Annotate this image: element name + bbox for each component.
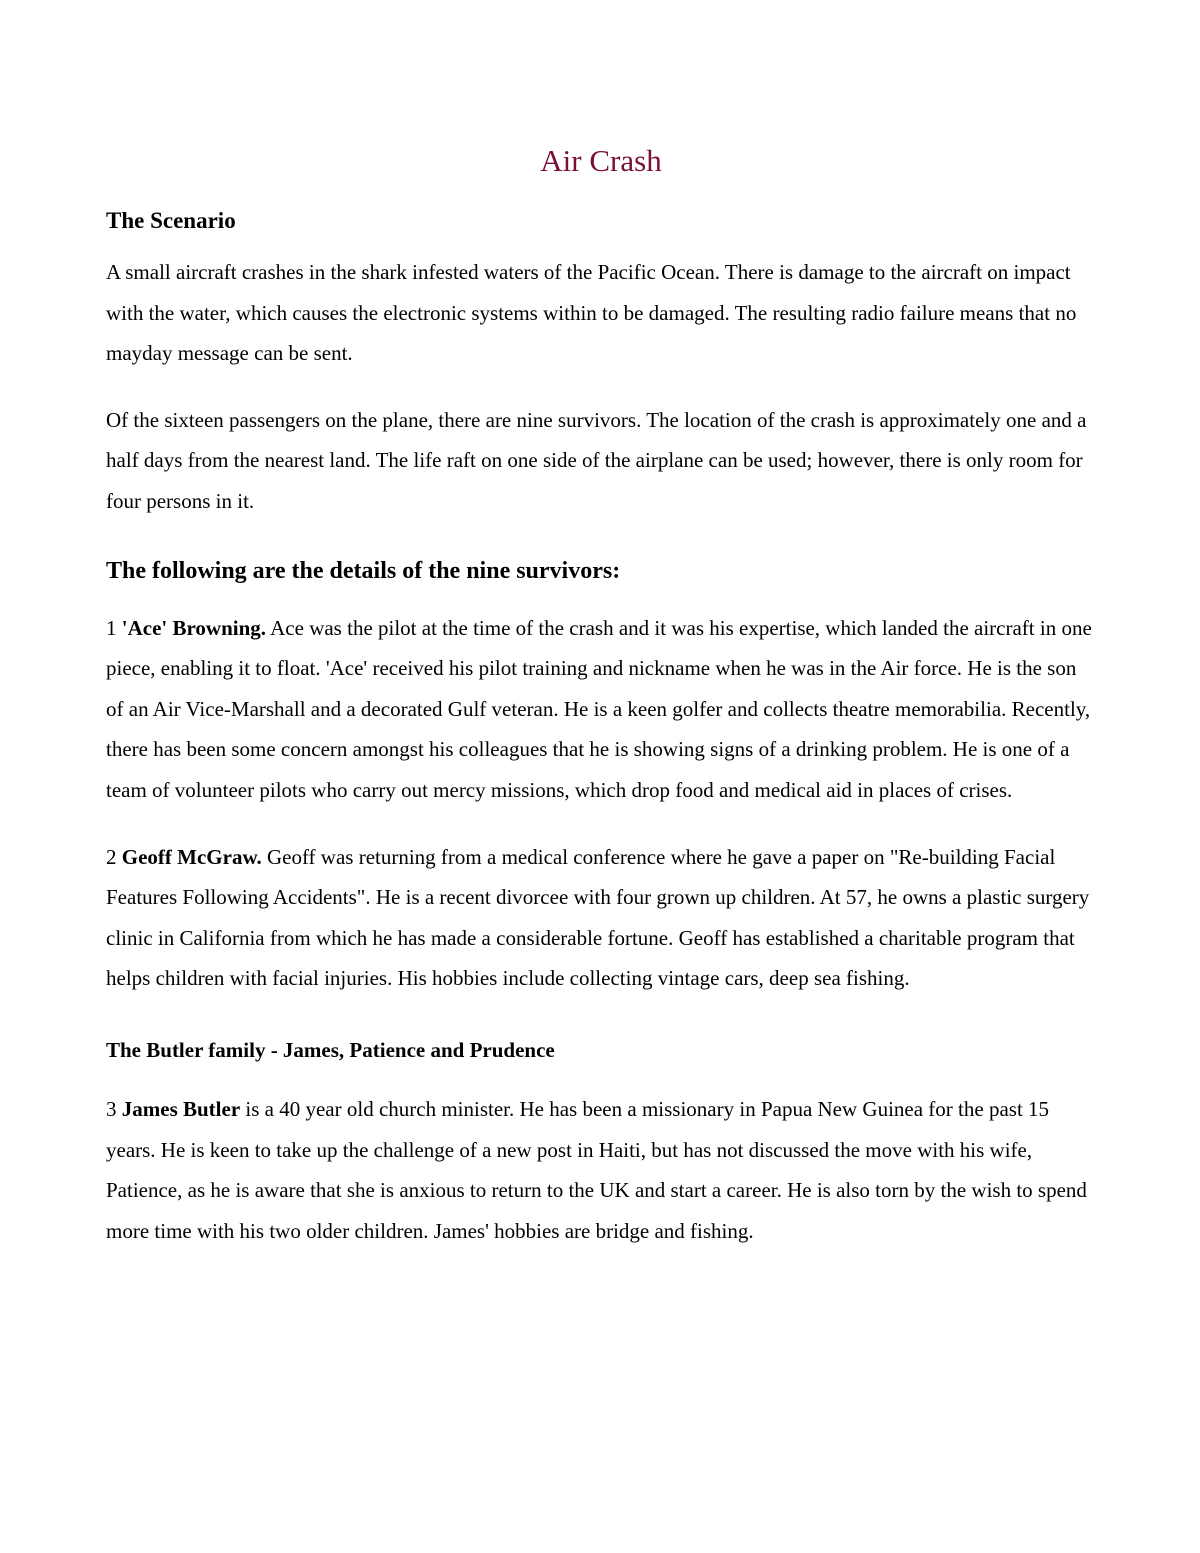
survivor-number: 1 — [106, 615, 117, 640]
family-member-description: is a 40 year old church minister. He has been a missionary in Papua New Guinea for the past 15 years. He is keen to take up the challenge of a new post in Haiti, but has not discussed the move with his wife, Patience, as he is aware that she is anxious to return to the UK and start a career. He is also torn by the wish to spend more time with his two older children. James' hobbies are bridge and fishing. — [106, 1096, 1087, 1243]
document-title: Air Crash — [540, 143, 662, 178]
family-member-name: James Butler — [121, 1096, 241, 1121]
family-member-number: 3 — [106, 1096, 117, 1121]
scenario-paragraph-2: Of the sixteen passengers on the plane, there are nine survivors. The location of the crash is approximately one and a half days from the nearest land. The life raft on one side of the airplane can be used; however, there is only room for four persons in it. — [106, 407, 1087, 513]
survivor-name: Geoff McGraw. — [121, 844, 262, 869]
survivor-description: Ace was the pilot at the time of the crash and it was his expertise, which landed the aircraft in one piece, enabling it to float. 'Ace' received his pilot training and nickname when he was in the Air force. He is the son of an Air Vice-Marshall and a decorated Gulf veteran. He is a keen golfer and collects theatre memorabilia. Recently, there has been some concern amongst his colleagues that he is showing signs of a drinking problem. He is one of a team of volunteer pilots who carry out mercy missions, which drop food and medical aid in places of crises. — [106, 615, 1092, 802]
survivor-description: Geoff was returning from a medical conference where he gave a paper on "Re-building Facial Features Following Accidents". He is a recent divorcee with four grown up children. At 57, he owns a plastic surgery clinic in California from which he has made a considerable fortune. Geoff has established a charitable program that helps children with facial injuries. His hobbies include collecting vintage cars, deep sea fishing. — [106, 844, 1090, 991]
scenario-heading: The Scenario — [106, 208, 236, 233]
survivors-heading: The following are the details of the nine survivors: — [106, 557, 621, 584]
scenario-paragraph-1: A small aircraft crashes in the shark infested waters of the Pacific Ocean. There is damage to the aircraft on impact with the water, which causes the electronic systems within to be damaged. The resulting radio failure means that no mayday message can be sent. — [106, 260, 1077, 366]
document-page — [106, 140, 1096, 1277]
survivor-number: 2 — [106, 844, 117, 869]
survivor-entry — [106, 608, 1096, 811]
family-heading: The Butler family - James, Patience and Prudence — [106, 1037, 555, 1062]
family-member-entry — [106, 1089, 1096, 1251]
survivor-name: 'Ace' Browning. — [121, 615, 267, 640]
survivor-entry — [106, 837, 1096, 999]
